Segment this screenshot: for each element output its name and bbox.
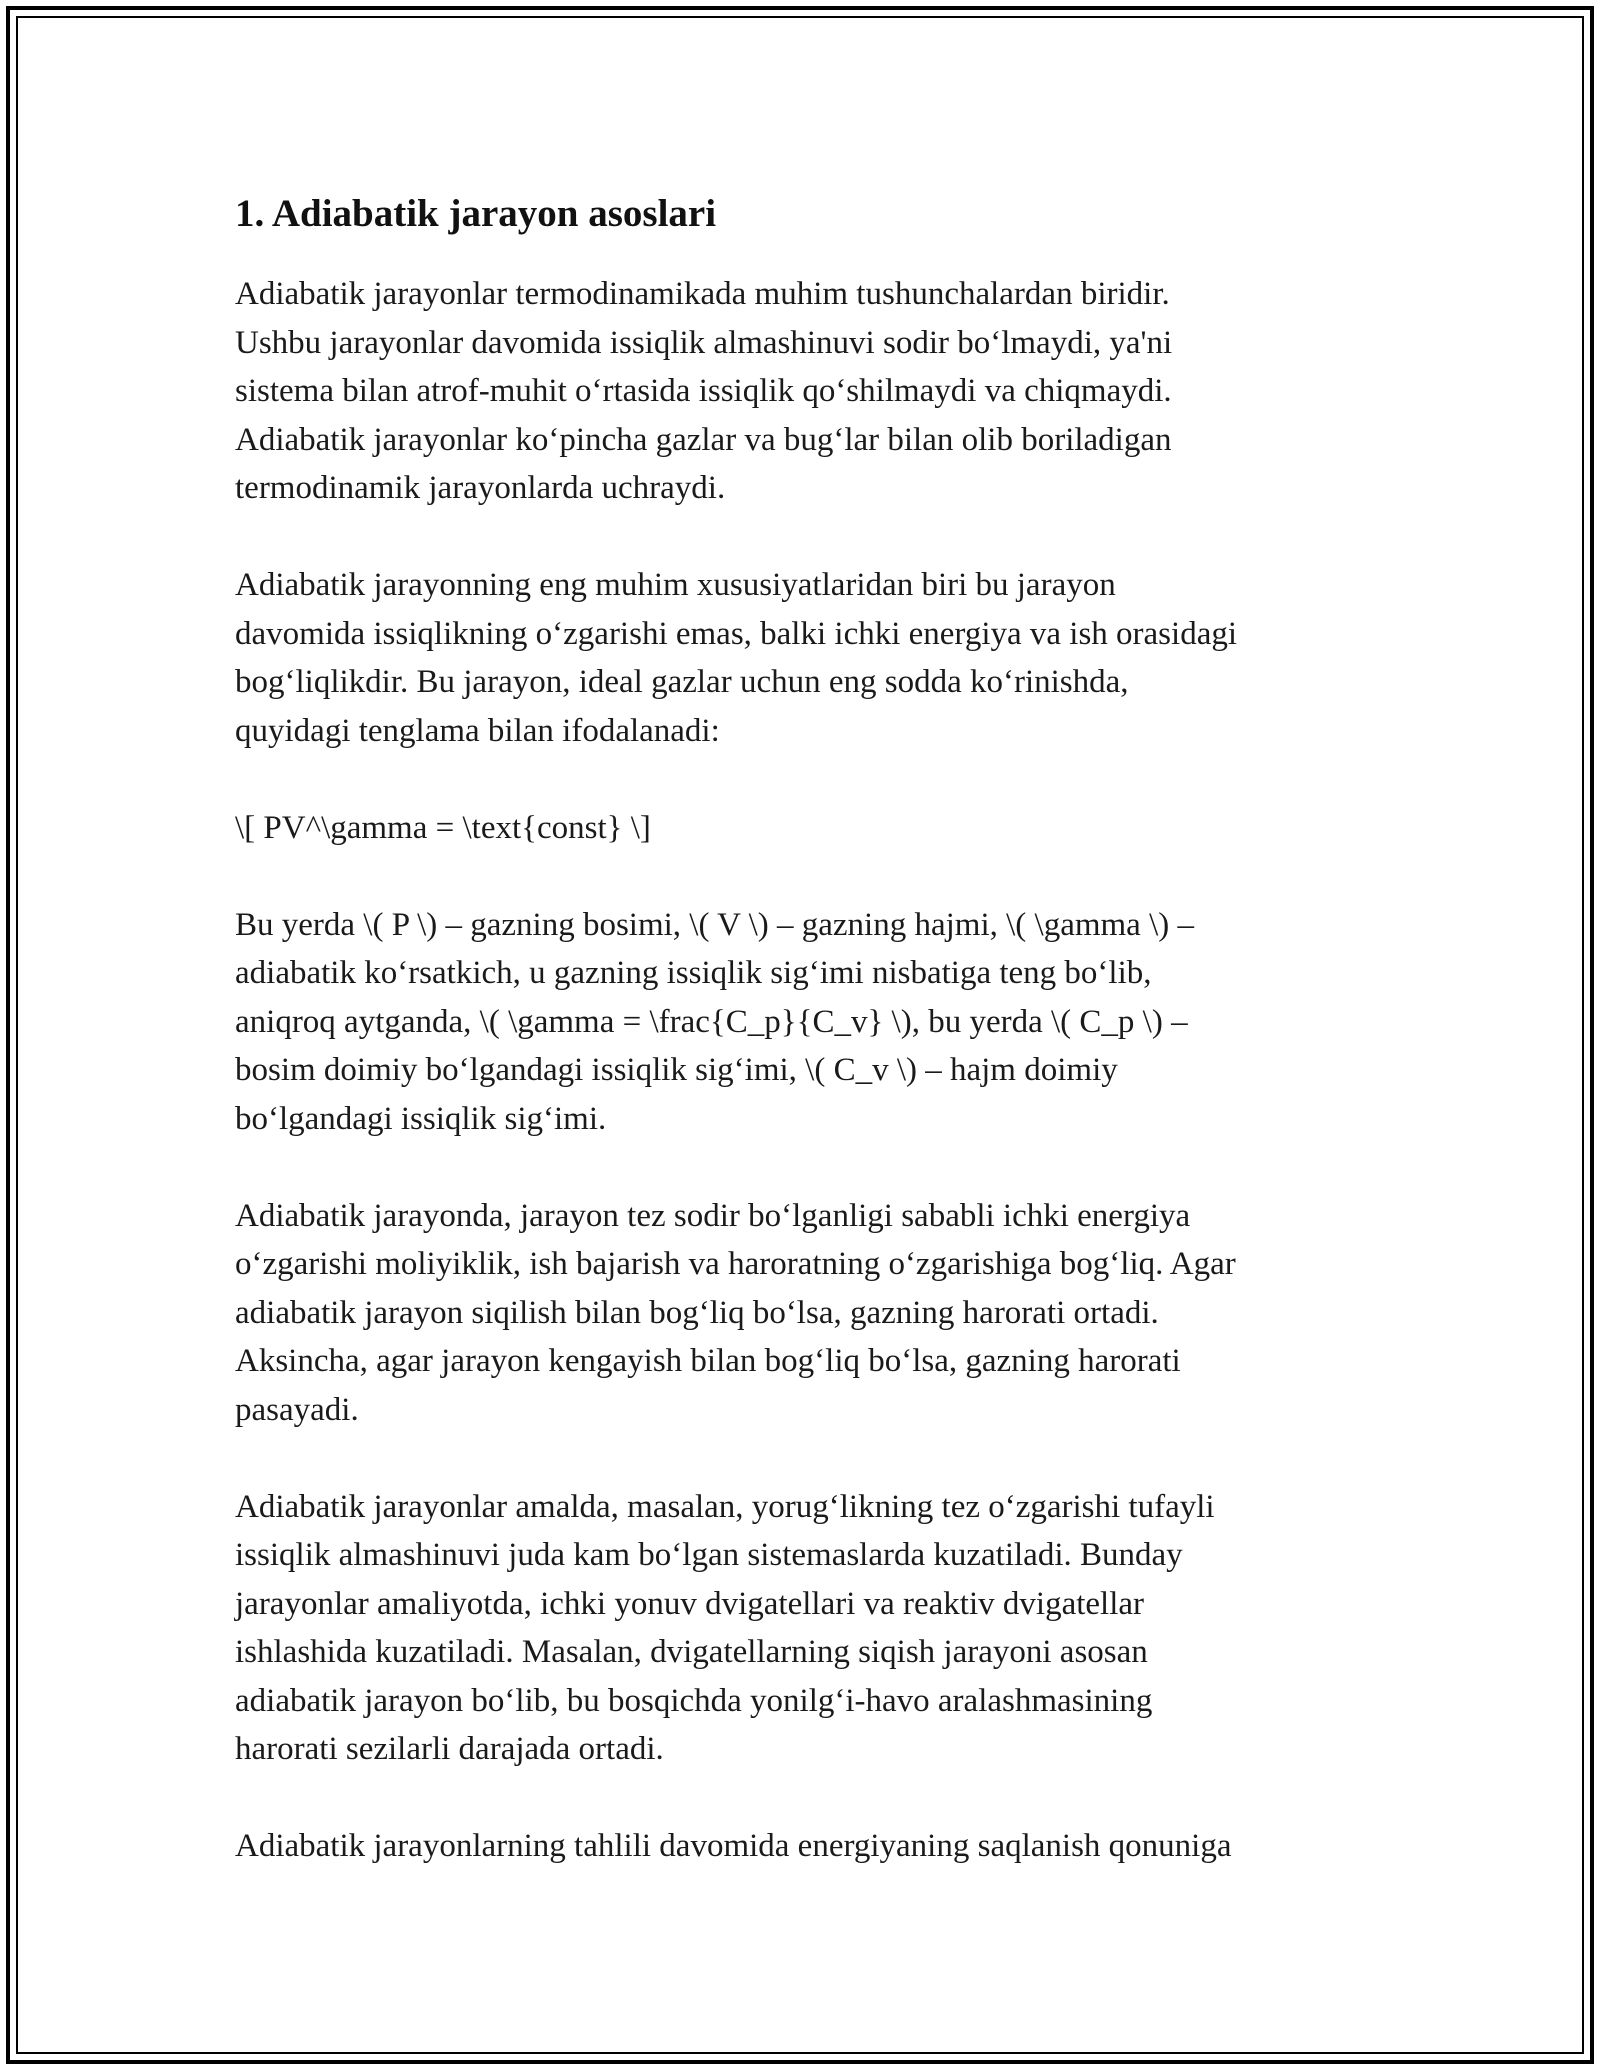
text-line: Adiabatik jarayonning eng muhim xususiyatlaridan biri bu jarayon — [235, 567, 1116, 603]
text-line: o‘zgarishi moliyiklik, ish bajarish va haroratning o‘zgarishiga bog‘liq. Agar — [235, 1246, 1236, 1282]
paragraph-definitions — [235, 901, 1365, 1144]
text-line: quyidagi tenglama bilan ifodalanadi: — [235, 712, 720, 749]
text-line: davomida issiqlikning o‘zgarishi emas, balki ichki energiya va ish orasidagi — [235, 615, 1238, 652]
text-line: Adiabatik jarayonlarning tahlili davomida energiyaning saqlanish qonuniga — [235, 1828, 1232, 1864]
text-line: Adiabatik jarayonlar amalda, masalan, yorug‘likning tez o‘zgarishi tufayli — [235, 1488, 1215, 1525]
text-line: adiabatik ko‘rsatkich, u gazning issiqlik sig‘imi nisbatiga teng bo‘lib, — [235, 955, 1152, 991]
text-line: adiabatik jarayon bo‘lib, bu bosqichda yonilg‘i-havo aralashmasining — [235, 1682, 1153, 1719]
text-line: bosim doimiy bo‘lgandagi issiqlik sig‘imi, \( C_v \) – hajm doimiy — [235, 1052, 1118, 1088]
text-line: issiqlik almashinuvi juda kam bo‘lgan sistemaslarda kuzatiladi. Bunday — [235, 1537, 1183, 1573]
section-heading: 1. Adiabatik jarayon asoslari — [235, 192, 717, 235]
equation-text: \[ PV^\gamma = \text{const} \] — [235, 809, 651, 846]
text-line: bog‘liqlikdir. Bu jarayon, ideal gazlar uchun eng sodda ko‘rinishda, — [235, 664, 1129, 700]
paragraph-energy — [235, 1822, 1365, 1871]
text-line: Adiabatik jarayonlar ko‘pincha gazlar va bug‘lar bilan olib boriladigan — [235, 421, 1172, 458]
text-line: aniqroq aytganda, \( \gamma = \frac{C_p}{C_v} \), bu yerda \( C_p \) – — [235, 1003, 1188, 1040]
text-line: harorati sezilarli darajada ortadi. — [235, 1731, 664, 1767]
equation — [235, 804, 1365, 853]
paragraph-applications — [235, 1483, 1365, 1774]
text-line: jarayonlar amaliyotda, ichki yonuv dvigatellari va reaktiv dvigatellar — [235, 1585, 1144, 1622]
paragraph-intro — [235, 270, 1365, 513]
text-line: sistema bilan atrof-muhit o‘rtasida issiqlik qo‘shilmaydi va chiqmaydi. — [235, 373, 1172, 409]
text-line: Adiabatik jarayonda, jarayon tez sodir bo‘lganligi sababli ichki energiya — [235, 1197, 1191, 1234]
text-line: adiabatik jarayon siqilish bilan bog‘liq bo‘lsa, gazning harorati ortadi. — [235, 1294, 1159, 1331]
text-line: Bu yerda \( P \) – gazning bosimi, \( V \) – gazning hajmi, \( \gamma \) – — [235, 906, 1194, 943]
text-line: ishlashida kuzatiladi. Masalan, dvigatellarning siqish jarayoni asosan — [235, 1634, 1148, 1670]
text-line: Aksincha, agar jarayon kengayish bilan bog‘liq bo‘lsa, gazning harorati — [235, 1343, 1181, 1379]
text-line: termodinamik jarayonlarda uchraydi. — [235, 470, 726, 506]
text-line: Ushbu jarayonlar davomida issiqlik almashinuvi sodir bo‘lmaydi, ya'ni — [235, 324, 1173, 361]
paragraph-property — [235, 561, 1365, 755]
text-line: Adiabatik jarayonlar termodinamikada muhim tushunchalardan biridir. — [235, 276, 1170, 312]
text-line: pasayadi. — [235, 1391, 359, 1428]
paragraph-temperature — [235, 1192, 1365, 1435]
document-body — [235, 184, 1365, 1919]
text-line: bo‘lgandagi issiqlik sig‘imi. — [235, 1100, 607, 1137]
